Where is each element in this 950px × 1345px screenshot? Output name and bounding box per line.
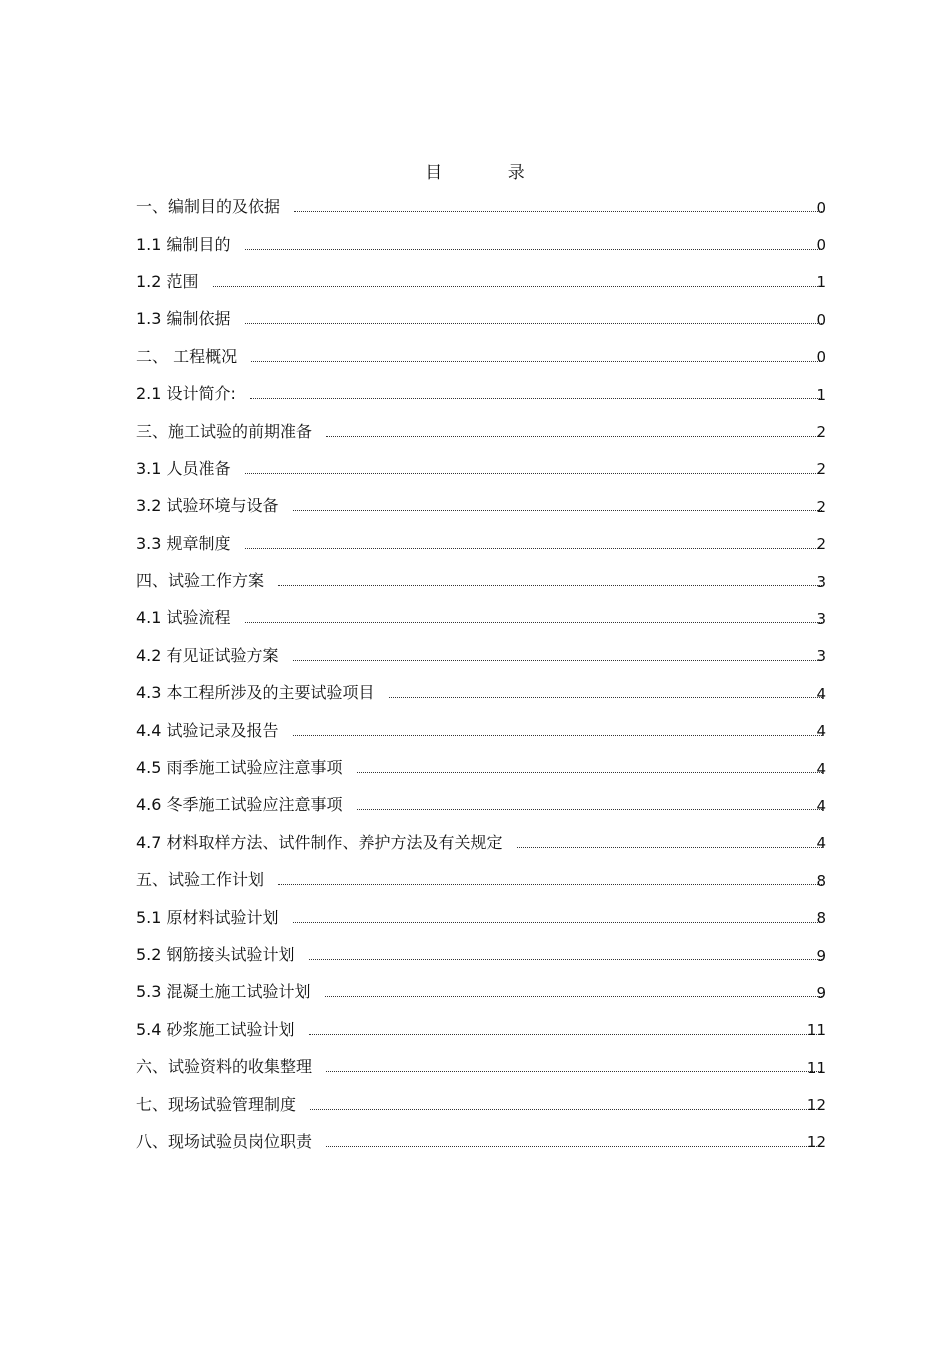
toc-entry-page-number: 0 [816, 348, 826, 367]
toc-entry[interactable] [136, 972, 826, 1009]
toc-entry-page-number: 2 [816, 497, 826, 516]
toc-entry[interactable] [136, 187, 826, 224]
toc-leader-dots [325, 996, 822, 997]
toc-entry-page-number: 12 [806, 1133, 826, 1152]
toc-entry-page-number: 8 [816, 871, 826, 890]
toc-entry-label: 1.3 编制依据 [136, 309, 231, 329]
toc-entry-label: 2.1 设计简介: [136, 384, 236, 404]
toc-leader-dots [245, 249, 822, 250]
toc-entry-label: 4.3 本工程所涉及的主要试验项目 [136, 683, 375, 703]
toc-leader-dots [250, 398, 822, 399]
toc-entry[interactable] [136, 449, 826, 486]
toc-list [136, 187, 826, 1159]
toc-entry[interactable] [136, 1084, 826, 1121]
toc-leader-dots [310, 1109, 821, 1110]
toc-entry-label: 5.4 砂浆施工试验计划 [136, 1019, 295, 1039]
toc-entry[interactable] [136, 823, 826, 860]
toc-entry-label: 1.1 编制目的 [136, 234, 231, 254]
toc-entry-label: 5.3 混凝土施工试验计划 [136, 982, 311, 1002]
toc-entry-page-number: 0 [816, 236, 826, 255]
toc-entry[interactable] [136, 262, 826, 299]
toc-leader-dots [293, 660, 822, 661]
toc-entry[interactable] [136, 785, 826, 822]
toc-entry[interactable] [136, 748, 826, 785]
toc-entry-label: 4.1 试验流程 [136, 608, 231, 628]
toc-entry[interactable] [136, 1122, 826, 1159]
toc-leader-dots [245, 548, 822, 549]
toc-entry[interactable] [136, 561, 826, 598]
toc-entry-page-number: 2 [816, 423, 826, 442]
toc-entry-label: 二、 工程概况 [136, 346, 238, 366]
toc-entry-page-number: 0 [816, 310, 826, 329]
toc-entry-label: 4.6 冬季施工试验应注意事项 [136, 795, 343, 815]
toc-entry[interactable] [136, 710, 826, 747]
toc-entry-label: 4.4 试验记录及报告 [136, 720, 279, 740]
toc-leader-dots [293, 922, 822, 923]
toc-entry[interactable] [136, 374, 826, 411]
toc-leader-dots [278, 585, 822, 586]
toc-entry-label: 3.2 试验环境与设备 [136, 496, 279, 516]
toc-entry-page-number: 1 [816, 385, 826, 404]
toc-entry-page-number: 2 [816, 535, 826, 554]
toc-entry[interactable] [136, 224, 826, 261]
toc-leader-dots [293, 510, 822, 511]
toc-entry[interactable] [136, 598, 826, 635]
toc-leader-dots [213, 286, 822, 287]
toc-leader-dots [357, 772, 822, 773]
toc-entry-label: 3.1 人员准备 [136, 458, 231, 478]
toc-entry-page-number: 4 [816, 684, 826, 703]
toc-entry[interactable] [136, 524, 826, 561]
toc-entry-page-number: 3 [816, 647, 826, 666]
toc-leader-dots [251, 361, 822, 362]
toc-leader-dots [326, 1146, 821, 1147]
toc-leader-dots [357, 809, 822, 810]
toc-entry-page-number: 4 [816, 759, 826, 778]
toc-entry-page-number: 3 [816, 609, 826, 628]
toc-entry[interactable] [136, 411, 826, 448]
toc-entry-page-number: 11 [806, 1058, 826, 1077]
toc-leader-dots [326, 436, 822, 437]
toc-leader-dots [389, 697, 822, 698]
toc-entry-label: 一、编制目的及依据 [136, 197, 281, 217]
toc-leader-dots [245, 323, 822, 324]
toc-entry[interactable] [136, 636, 826, 673]
toc-entry[interactable] [136, 860, 826, 897]
toc-entry-label: 3.3 规章制度 [136, 533, 231, 553]
toc-entry-page-number: 12 [806, 1096, 826, 1115]
toc-entry[interactable] [136, 897, 826, 934]
toc-entry-label: 四、试验工作方案 [136, 571, 265, 591]
toc-entry-page-number: 11 [806, 1021, 826, 1040]
toc-entry-label: 七、现场试验管理制度 [136, 1094, 297, 1114]
toc-entry-page-number: 9 [816, 983, 826, 1002]
toc-entry-label: 4.7 材料取样方法、试件制作、养护方法及有关规定 [136, 832, 503, 852]
toc-entry-label: 六、试验资料的收集整理 [136, 1057, 313, 1077]
toc-entry-page-number: 8 [816, 909, 826, 928]
toc-leader-dots [278, 884, 822, 885]
toc-entry[interactable] [136, 1010, 826, 1047]
toc-title: 目 录 [425, 163, 555, 183]
toc-entry-label: 三、施工试验的前期准备 [136, 421, 313, 441]
toc-leader-dots [517, 847, 822, 848]
toc-entry-label: 八、现场试验员岗位职责 [136, 1131, 313, 1151]
toc-leader-dots [309, 959, 822, 960]
toc-leader-dots [326, 1071, 821, 1072]
toc-leader-dots [294, 211, 822, 212]
toc-entry[interactable] [136, 486, 826, 523]
toc-leader-dots [293, 735, 822, 736]
toc-entry-label: 4.5 雨季施工试验应注意事项 [136, 758, 343, 778]
toc-entry-page-number: 3 [816, 572, 826, 591]
toc-entry-page-number: 9 [816, 946, 826, 965]
toc-entry-page-number: 2 [816, 460, 826, 479]
toc-entry[interactable] [136, 673, 826, 710]
toc-entry[interactable] [136, 935, 826, 972]
toc-entry-label: 5.1 原材料试验计划 [136, 907, 279, 927]
toc-entry-page-number: 1 [816, 273, 826, 292]
toc-entry[interactable] [136, 1047, 826, 1084]
toc-entry[interactable] [136, 337, 826, 374]
toc-leader-dots [245, 622, 822, 623]
toc-entry-page-number: 4 [816, 834, 826, 853]
toc-entry-label: 5.2 钢筋接头试验计划 [136, 945, 295, 964]
toc-entry-label: 4.2 有见证试验方案 [136, 645, 279, 665]
toc-entry[interactable] [136, 299, 826, 336]
toc-entry-page-number: 4 [816, 796, 826, 815]
toc-entry-label: 五、试验工作计划 [136, 870, 265, 890]
toc-entry-page-number: 4 [816, 722, 826, 741]
toc-entry-page-number: 0 [816, 198, 826, 217]
toc-leader-dots [245, 473, 822, 474]
toc-leader-dots [309, 1034, 821, 1035]
toc-entry-label: 1.2 范围 [136, 271, 199, 291]
